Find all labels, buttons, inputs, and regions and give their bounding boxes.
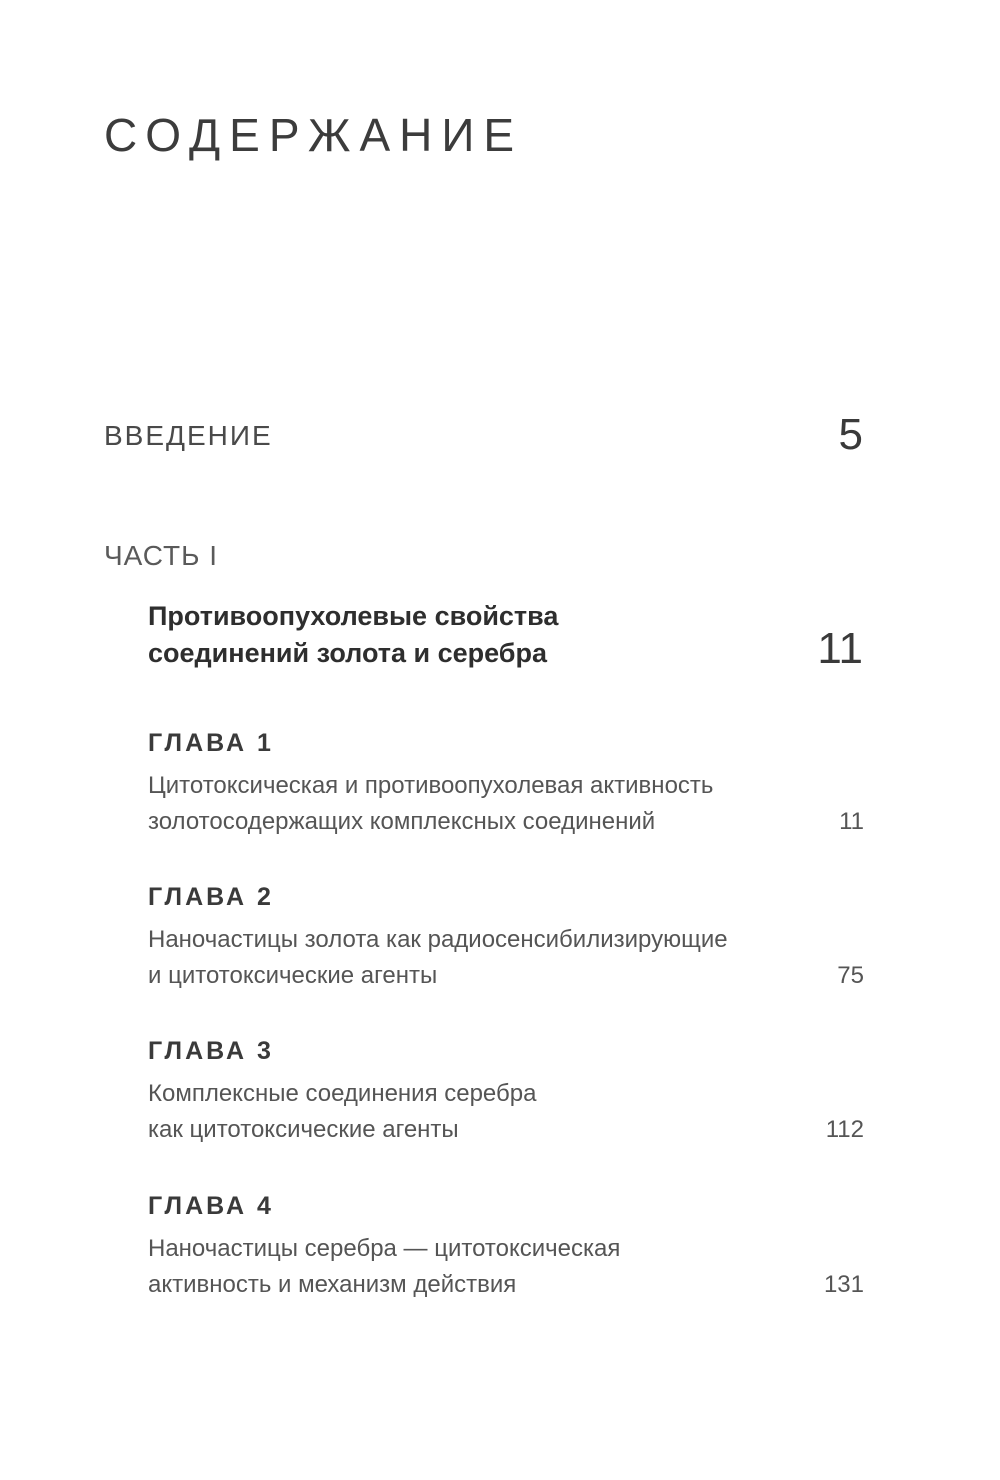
chapter-heading: ГЛАВА 4 (148, 1192, 274, 1220)
chapter-title-line: и цитотоксические агенты (148, 962, 438, 989)
chapter-title (148, 1231, 864, 1303)
toc-part-title-line: Противоопухолевые свойства (148, 601, 559, 631)
chapter-heading: ГЛАВА 3 (148, 1037, 274, 1065)
toc-part-page-number: 11 (817, 624, 863, 673)
chapter-title-line: Наночастицы серебра — цитотоксическая (148, 1235, 621, 1262)
chapter-page-number: 11 (839, 808, 864, 835)
toc-part-label: ЧАСТЬ I (104, 540, 219, 571)
chapter-heading: ГЛАВА 1 (148, 729, 274, 757)
chapter-page-number: 131 (823, 1271, 864, 1298)
chapter-title-line: как цитотоксические агенты (148, 1116, 459, 1143)
chapter-title-line: Цитотоксическая и противоопухолевая активность (148, 772, 714, 799)
chapter-title-line: Комплексные соединения серебра (148, 1080, 537, 1107)
chapter-title-line: Наночастицы золота как радиосенсибилизирующие (148, 926, 728, 953)
chapter-title-line: активность и механизм действия (148, 1271, 517, 1298)
toc-chapter-1[interactable] (148, 728, 864, 840)
toc-chapter-2[interactable] (148, 882, 864, 994)
toc-part-title[interactable] (148, 598, 558, 672)
toc-intro-page-number: 5 (838, 410, 863, 459)
toc-chapter-3[interactable] (148, 1036, 864, 1148)
toc-chapter-4[interactable] (148, 1191, 864, 1303)
page-title: СОДЕРЖАНИЕ (104, 109, 524, 161)
chapter-heading: ГЛАВА 2 (148, 883, 274, 911)
chapter-title (148, 768, 864, 840)
chapter-page-number: 75 (837, 962, 864, 989)
chapter-title (148, 922, 864, 994)
toc-intro-label[interactable]: ВВЕДЕНИЕ (104, 420, 273, 451)
toc-part-title-line: соединений золота и серебра (148, 638, 547, 668)
chapter-title (148, 1076, 864, 1148)
chapter-title-line: золотосодержащих комплексных соединений (148, 808, 656, 835)
chapter-page-number: 112 (825, 1116, 864, 1143)
